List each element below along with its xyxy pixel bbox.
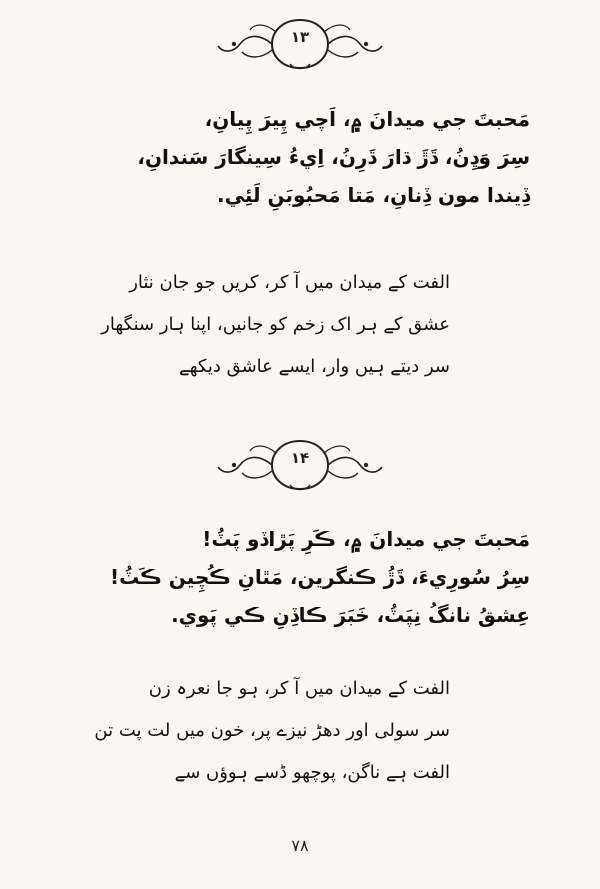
verse-number-ornament — [210, 435, 390, 495]
sindhi-line: مَحبتَ جي ميدانَ ۾، اَچي پِيرَ پِيانِ، — [204, 107, 530, 131]
urdu-line: الفت کے میدان میں آ کر، ہو جا نعرہ زن — [148, 678, 450, 699]
sindhi-line: سِرَ وَڍِنُ، ڌَڙَ ڌارَ ڌَرِنُ، اِيءُ سِينگارَ سَندانِ، — [137, 145, 530, 169]
sindhi-line: مَحبتَ جي ميدانَ ۾، ڪَرِ پَڙاڏو پَٽُ! — [202, 527, 530, 551]
sindhi-line: ڏِيندا مون ڏِنانِ، مَتا مَحبُوبَنِ لَئِي. — [217, 183, 530, 207]
sindhi-line: سِرُ سُورِيءَ، ڌَڙُ ڪنگرين، مَٿانِ ڪُچِين ڪَٽُ! — [110, 565, 530, 589]
urdu-line: عشق کے ہر اک زخم کو جانیں، اپنا ہار سنگھار — [101, 314, 450, 335]
page-number: ۷۸ — [291, 836, 309, 855]
verse-number: ۱۴ — [290, 449, 310, 467]
urdu-translation-2 — [94, 668, 450, 794]
verse-number-ornament — [210, 14, 390, 74]
sindhi-verse-1 — [60, 100, 530, 214]
sindhi-line: عِشقُ نانگُ نِپَٽُ، خَبَرَ ڪاڏِنِ ڪي پَوي. — [171, 603, 530, 627]
urdu-line: الفت کے میدان میں آ کر، کریں جو جان نثار — [129, 272, 450, 293]
urdu-line: سر دیتے ہیں وار، ایسے عاشق دیکھے — [179, 356, 450, 377]
verse-number: ۱۳ — [290, 28, 310, 46]
urdu-line: سر سولی اور دھڑ نیزے پر، خون میں لت پت تن — [94, 720, 450, 741]
urdu-translation-1 — [101, 262, 450, 388]
sindhi-verse-2 — [60, 520, 530, 634]
urdu-line: الفت ہے ناگن، پوچھو ڈسے ہوؤں سے — [174, 762, 450, 783]
